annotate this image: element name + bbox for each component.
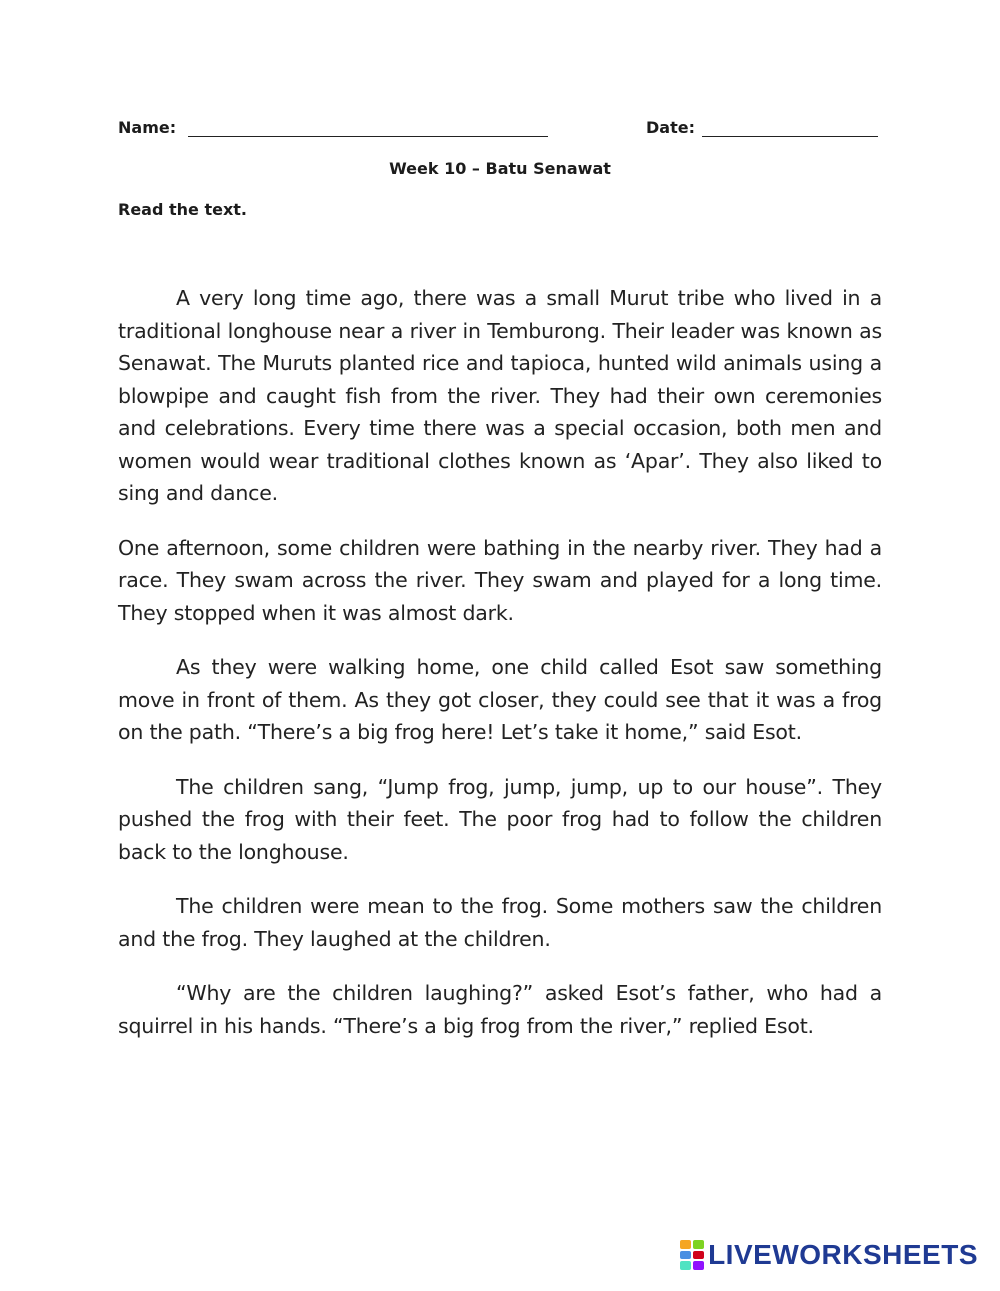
logo-block [680,1251,691,1260]
header-row [118,118,880,142]
liveworksheets-brand [680,1235,978,1275]
logo-block [693,1240,704,1249]
instruction-text: Read the text. [118,200,247,219]
story-paragraph: The children were mean to the frog. Some mothers saw the children and the frog. They laughed at the children. [118,894,882,951]
name-label: Name: [118,118,177,137]
page-title: Week 10 – Batu Senawat [389,159,611,178]
name-field-line[interactable] [188,136,548,137]
story-paragraph: The children sang, “Jump frog, jump, jump, up to our house”. They pushed the frog with their feet. The poor frog had to follow the children back to the longhouse. [118,774,882,864]
story-paragraph: One afternoon, some children were bathing in the nearby river. They had a race. They swam across the river. They swam and played for a long time. They stopped when it was almost dark. [118,535,882,625]
story-paragraph: “Why are the children laughing?” asked Esot’s father, who had a squirrel in his hands. “There’s a big frog from the river,” replied Esot. [118,981,882,1038]
date-label: Date: [646,118,695,137]
logo-block [693,1251,704,1260]
liveworksheets-logo-icon [680,1240,704,1270]
story-text [118,282,882,1064]
logo-block [680,1261,691,1270]
story-paragraph: A very long time ago, there was a small Murut tribe who lived in a traditional longhouse near a river in Temburong. Their leader was known as Senawat. The Muruts planted rice and tapioca, hunted wild animals using a blowpipe and caught fish from the river. They had their own ceremonies and celebrations. Every time there was a special occasion, both men and women would wear traditional clothes known as ‘Apar’. They also liked to sing and dance. [118,286,882,505]
logo-block [693,1261,704,1270]
logo-block [680,1240,691,1249]
brand-text: LIVEWORKSHEETS [708,1239,978,1270]
date-field-line[interactable] [702,136,878,137]
story-paragraph: As they were walking home, one child called Esot saw something move in front of them. As they got closer, they could see that it was a frog on the path. “There’s a big frog here! Let’s take it home,” said Esot. [118,655,882,744]
